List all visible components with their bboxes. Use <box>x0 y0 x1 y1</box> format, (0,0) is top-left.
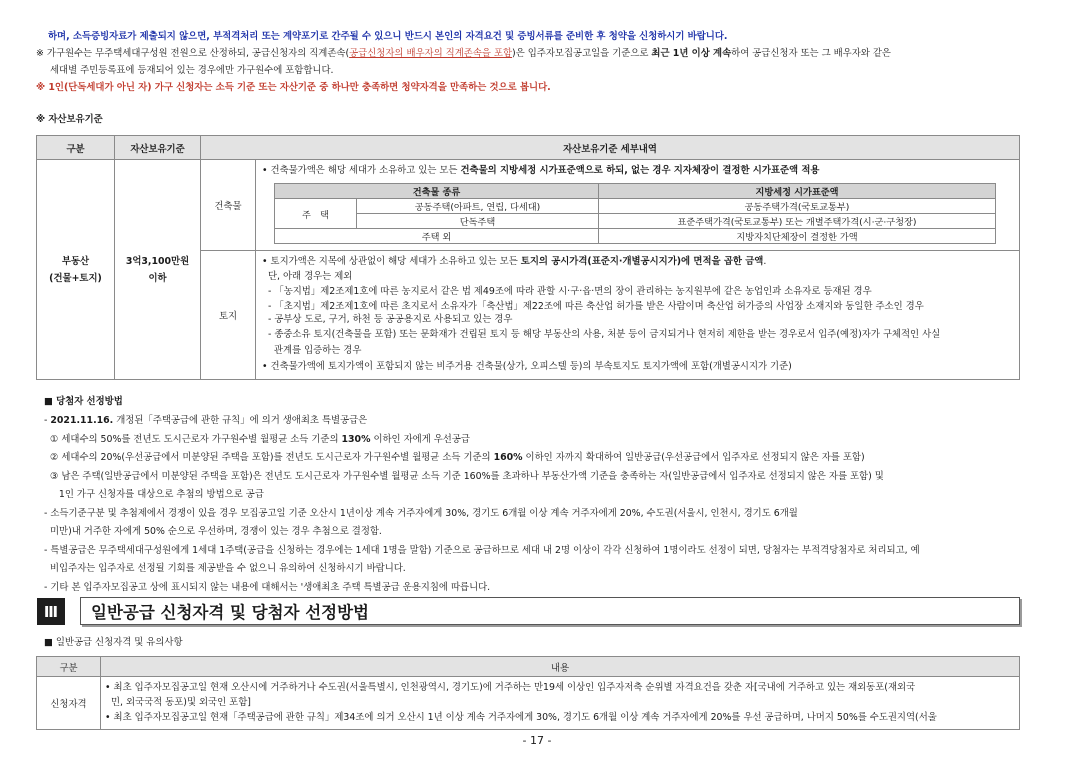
asset-col-category: 구분 <box>37 136 115 160</box>
section-subheading: ■ 일반공급 신청자격 및 유의사항 <box>44 637 183 648</box>
winner-line-pre: - <box>44 415 51 426</box>
building-detail-cell <box>256 160 1020 251</box>
inner-housing-label: 주 택 <box>275 199 357 229</box>
building-standard-table <box>274 183 996 244</box>
building-intro-a: • 건축물가액은 해당 세대가 소유하고 있는 모든 <box>262 165 461 176</box>
general-row-line: 민, 외국국적 동포)및 외국인 포함] <box>105 697 251 708</box>
general-row-label: 신청자격 <box>37 677 101 730</box>
household-note <box>36 47 891 60</box>
winner-line <box>44 431 920 450</box>
winner-line-bold: 160% <box>493 452 523 463</box>
land-line: - 「농지법」제2조제1호에 따른 농지로서 같은 법 제49조에 따라 관할 시·구·읍·면의 장이 관리하는 농지원부에 같은 농업인과 소유자로 등재된 경우 <box>262 286 872 297</box>
general-supply-table <box>36 656 1020 730</box>
winner-heading: ■ 당첨자 선정방법 <box>44 396 123 407</box>
winner-line-pre: ① 세대수의 50%를 전년도 도시근로자 가구원수별 월평균 소득 기준의 <box>44 433 342 445</box>
land-line: 관계를 입증하는 경우 <box>262 345 362 356</box>
section-number: Ⅲ <box>37 598 65 625</box>
page-number: - 17 - <box>522 734 552 747</box>
winner-line-pre: ② 세대수의 20%(우선공급에서 미분양된 주택을 포함)를 전년도 도시근로자 가구원수별 월평균 소득 기준의 <box>44 452 494 463</box>
general-row-line: • 최초 입주자모집공고일 현재 오산시에 거주하거나 수도권(서울특별시, 인천광역시, 경기도)에 거주하는 만19세 이상인 입주자저축 순위별 자격요건을 갖춘 자[국내에 거주하고 있는 재외동포(재외국 <box>105 682 916 693</box>
general-col-content: 내용 <box>101 657 1020 677</box>
general-row-line: • 최초 입주자모집공고일 현재「주택공급에 관한 규칙」제34조에 의거 오산시 1년 이상 계속 거주자에게 30%, 경기도 6개월 이상 계속 거주자에게 20%를 우선 공급하며, 나머지 50%를 수도권지역(서울 <box>105 712 937 723</box>
household-note-a: ※ 가구원수는 무주택세대구성원 전원으로 산정하되, 공급신청자의 직계존속( <box>36 48 350 59</box>
winner-line: - 특별공급은 무주택세대구성원에게 1세대 1주택(공급을 신청하는 경우에는 1세대 1명을 말함) 기준으로 공급하므로 세대 내 2명 이상이 각각 신청하여 1명이라도 선정이 되면, 당첨자는 부적격당첨자로 처리되고, 예 <box>44 544 920 556</box>
asset-limit-line2: 이하 <box>148 272 167 284</box>
land-line-a: • 토지가액은 지목에 상관없이 해당 세대가 소유하고 있는 모든 <box>262 256 521 267</box>
winner-line: ③ 남은 주택(일반공급에서 미분양된 주택을 포함)은 전년도 도시근로자 가구원수별 월평균 소득 기준 160%를 초과하나 부동산가액 기준을 충족하는 자(일반공급에서 입주자로 선정되지 않은 자를 포함) 및 <box>44 470 884 482</box>
winner-line <box>44 449 920 468</box>
winner-line: 1인 가구 신청자를 대상으로 추첨의 방법으로 공급 <box>44 489 264 500</box>
building-intro <box>262 164 1013 177</box>
inner-row-kind: 단독주택 <box>357 214 599 229</box>
winner-line: 비입주자는 입주자로 선정될 기회를 제공받을 수 없으니 유의하여 신청하시기 바랍니다. <box>44 563 406 574</box>
land-line <box>262 254 1013 269</box>
single-household-note: ※ 1인(단독세대가 아닌 자) 가구 신청자는 소득 기준 또는 자산기준 중 하나만 충족하면 청약자격을 만족하는 것으로 봅니다. <box>36 82 551 93</box>
winner-line-bold: 130% <box>341 433 371 445</box>
general-col-category: 구분 <box>37 657 101 677</box>
building-intro-b: 건축물의 지방세정 시가표준액으로 하되, 없는 경우 지자체장이 결정한 시가표준액 적용 <box>460 165 820 176</box>
household-note-c: 하여 공급신청자 또는 그 배우자와 같은 <box>731 48 891 59</box>
inner-head-value: 지방세정 시가표준액 <box>599 184 996 199</box>
asset-table <box>36 135 1020 380</box>
asset-col-limit: 자산보유기준 <box>115 136 201 160</box>
land-line: • 건축물가액에 토지가액이 포함되지 않는 비주거용 건축물(상가, 오피스텔 등)의 부속토지도 토지가액에 포함(개별공시지가 기준) <box>262 361 792 372</box>
winner-line <box>44 412 920 431</box>
land-line-b: 토지의 공시가격(표준지·개별공시지가)에 면적을 곱한 금액 <box>520 256 764 267</box>
building-label: 건축물 <box>201 160 256 251</box>
household-note-bold: 최근 1년 이상 계속 <box>651 48 732 59</box>
top-notice-line: 하며, 소득증빙자료가 제출되지 않으면, 부적격처리 또는 계약포기로 간주될 수 있으니 반드시 본인의 자격요건 및 증빙서류를 준비한 후 청약을 신청하시기 바랍니다. <box>48 31 728 42</box>
asset-heading: ※ 자산보유기준 <box>36 114 103 125</box>
land-line-c: . <box>763 256 767 267</box>
section-title: 일반공급 신청자격 및 당첨자 선정방법 <box>80 597 1020 625</box>
winner-line: 미만)내 거주한 자에게 50% 순으로 우선하며, 경쟁이 있는 경우 추첨으로 결정함. <box>44 526 382 537</box>
land-line: - 「초지법」제2조제1호에 따른 초지로서 소유자가「축산법」제22조에 따른 축산업 허가를 받은 사람이며 축산업 허가증의 사업장 소재지와 동일한 주소인 경우 <box>262 301 924 312</box>
inner-row-kind: 공동주택(아파트, 연립, 다세대) <box>357 199 599 214</box>
asset-limit-cell <box>115 160 201 380</box>
asset-limit-line1: 3억3,100만원 <box>125 255 190 267</box>
winner-line: - 소득기준구분 및 추첨제에서 경쟁이 있을 경우 모집공고일 기준 오산시 1년이상 계속 거주자에게 30%, 경기도 6개월 이상 계속 거주자에게 20%, 수도권(서울시, 인천시, 경기도 6개월 <box>44 507 798 519</box>
asset-category-line2: (건물+토지) <box>49 272 102 284</box>
asset-col-detail: 자산보유기준 세부내역 <box>201 136 1020 160</box>
household-note-red: 공급신청자의 배우자의 직계존속을 포함 <box>349 48 513 59</box>
asset-category-cell <box>37 160 115 380</box>
land-label: 토지 <box>201 251 256 380</box>
land-line: - 공부상 도로, 구거, 하천 등 공공용지로 사용되고 있는 경우 <box>262 314 513 325</box>
winner-line-bold: 2021.11.16. <box>50 415 114 426</box>
winner-line-rest: 이하인 자에게 우선공급 <box>370 433 470 445</box>
household-note-line2: 세대별 주민등록표에 등재되어 있는 경우에만 가구원수에 포함합니다. <box>50 65 334 76</box>
inner-row-value: 지방자치단체장이 결정한 가액 <box>599 229 996 244</box>
land-detail-cell <box>256 251 1020 380</box>
inner-row-value: 공동주택가격(국토교통부) <box>599 199 996 214</box>
asset-category-line1: 부동산 <box>61 255 90 267</box>
winner-body <box>44 412 920 597</box>
winner-line-rest: 개정된「주택공급에 관한 규칙」에 의거 생애최초 특별공급은 <box>113 415 368 426</box>
winner-line: - 기타 본 입주자모집공고 상에 표시되지 않는 내용에 대해서는 '생애최초 주택 특별공급 운용지침에 따릅니다. <box>44 581 491 593</box>
general-row-content <box>101 677 1020 730</box>
winner-line-rest: 이하인 자까지 확대하여 일반공급(우선공급에서 입주자로 선정되지 않은 자를 포함) <box>522 452 865 463</box>
household-note-b: )은 입주자모집공고일을 기준으로 <box>512 48 652 59</box>
land-line: 단, 아래 경우는 제외 <box>262 271 353 282</box>
inner-row-value: 표준주택가격(국토교통부) 또는 개별주택가격(시·군·구청장) <box>599 214 996 229</box>
inner-row-kind: 주택 외 <box>275 229 599 244</box>
land-line: - 종중소유 토지(건축물을 포함) 또는 문화재가 건립된 토지 등 해당 부동산의 사용, 처분 등이 금지되거나 현저히 제한을 받는 경우로서 입주(예정)자가 구체적인 사실 <box>262 329 941 340</box>
inner-head-kind: 건축물 종류 <box>275 184 599 199</box>
